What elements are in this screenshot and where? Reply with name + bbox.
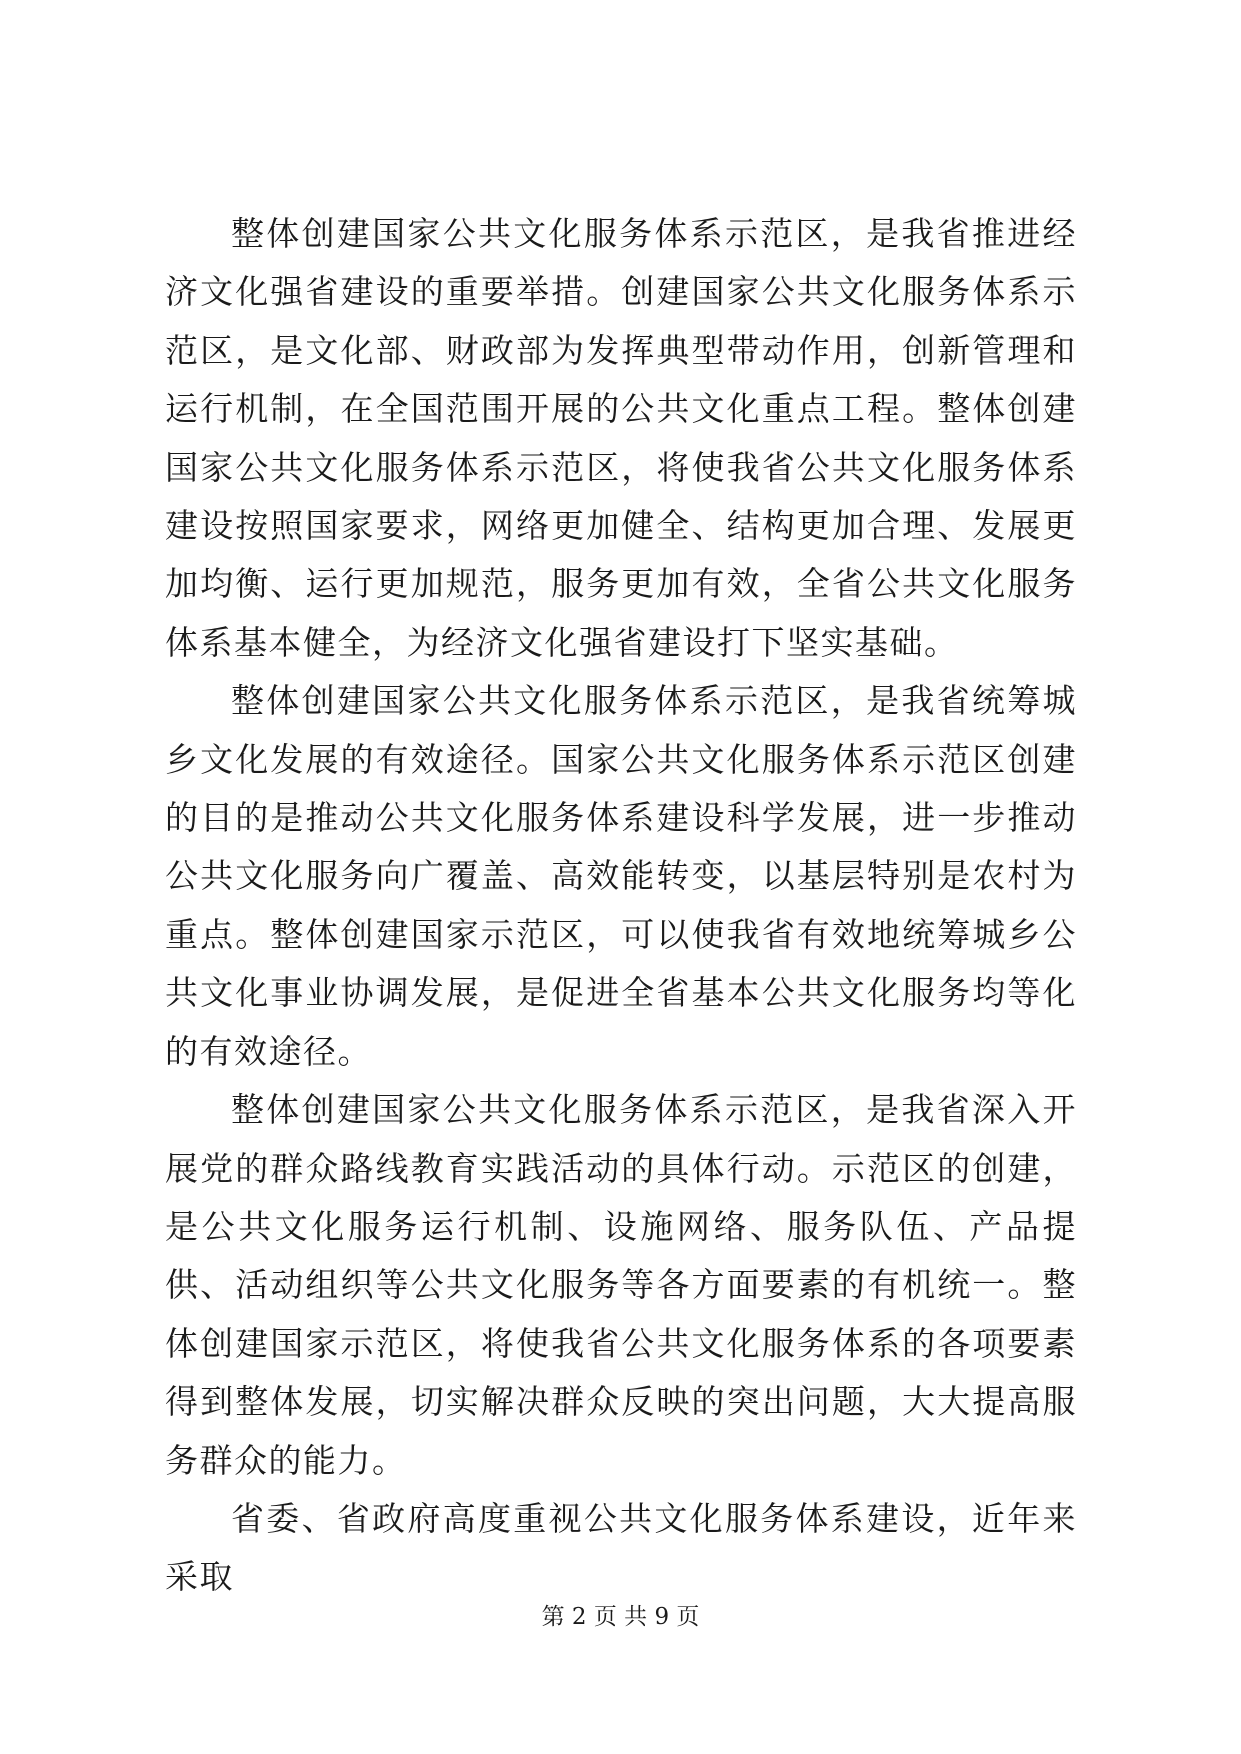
paragraph-1: 整体创建国家公共文化服务体系示范区，是我省推进经济文化强省建设的重要举措。创建国家公共文化服务体系示范区，是文化部、财政部为发挥典型带动作用，创新管理和运行机制，在全国范围开展的公共文化重点工程。整体创建国家公共文化服务体系示范区，将使我省公共文化服务体系建设按照国家要求，网络更加健全、结构更加合理、发展更加均衡、运行更加规范，服务更加有效，全省公共文化服务体系基本健全，为经济文化强省建设打下坚实基础。 — [165, 214, 1077, 662]
paragraph-4: 省委、省政府高度重视公共文化服务体系建设，近年来采取 — [165, 1498, 1077, 1597]
document-body — [165, 205, 1077, 1607]
paragraph-2: 整体创建国家公共文化服务体系示范区，是我省统筹城乡文化发展的有效途径。国家公共文化服务体系示范区创建的目的是推动公共文化服务体系建设科学发展，进一步推动公共文化服务向广覆盖、高效能转变，以基层特别是农村为重点。整体创建国家示范区，可以使我省有效地统筹城乡公共文化事业协调发展，是促进全省基本公共文化服务均等化的有效途径。 — [165, 681, 1077, 1071]
page-footer — [0, 1602, 1241, 1632]
paragraph-3: 整体创建国家公共文化服务体系示范区，是我省深入开展党的群众路线教育实践活动的具体行动。示范区的创建，是公共文化服务运行机制、设施网络、服务队伍、产品提供、活动组织等公共文化服务等各方面要素的有机统一。整体创建国家示范区，将使我省公共文化服务体系的各项要素得到整体发展，切实解决群众反映的突出问题，大大提高服务群众的能力。 — [165, 1090, 1077, 1480]
page-number-label: 第 2 页 共 9 页 — [541, 1604, 700, 1630]
